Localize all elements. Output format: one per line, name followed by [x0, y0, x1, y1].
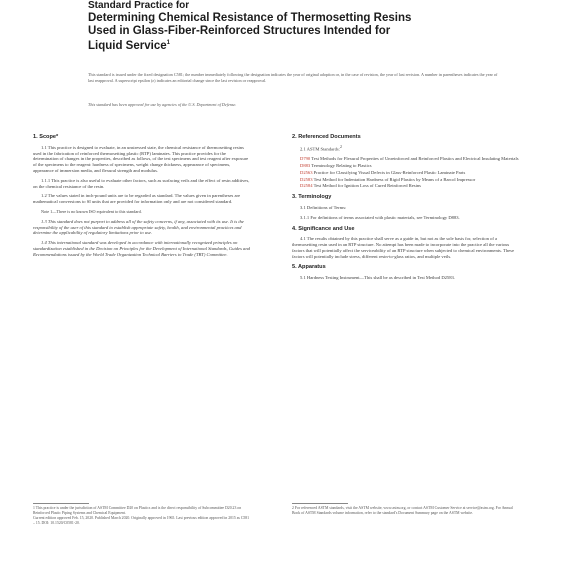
astm-standards-footnote-mark: 2 [339, 144, 342, 149]
referenced-documents-heading: 2. Referenced Documents [292, 134, 361, 140]
paragraph-1-1-1: 1.1.1 This practice is also useful to evaluate other factors, such as surfacing veils and the effect of resin additives, on the chemical resistance of the resin. [33, 177, 250, 189]
reference-item [292, 156, 520, 162]
document-title [88, 0, 528, 52]
reference-title: Test Method for Indentation Hardness of Rigid Plastics by Means of a Barcol Impressor [313, 176, 476, 182]
footnote-divider-right [292, 503, 348, 504]
title-line-1: Standard Practice for [88, 0, 190, 11]
title-line-3: Used in Glass-Fiber-Reinforced Structures Intended for [88, 24, 391, 37]
paragraph-3-1-1: 3.1.1 For definitions of terms associated with plastic materials, see Terminology D883. [300, 214, 460, 220]
reference-item [292, 163, 520, 169]
reference-code-link[interactable]: D2563 [300, 169, 313, 175]
reference-item [292, 183, 520, 189]
paragraph-3-1: 3.1 Definitions of Terms: [300, 204, 347, 210]
title-line-4 [88, 37, 528, 52]
reference-code-link[interactable]: D883 [300, 162, 311, 168]
reference-code-link[interactable]: D2584 [300, 183, 313, 189]
paragraph-1-3: 1.3 This standard does not purport to address all of the safety concerns, if any, associated with its use. It is the responsibility of the user of this standard to establish appropriate safety, health, and environmental practices and determine the applicability of regulatory limitations prior to use. [33, 218, 244, 236]
scope-heading: 1. Scope* [33, 134, 59, 140]
left-column [33, 132, 251, 262]
title-line-4-text: Liquid Service [88, 39, 167, 52]
paragraph-5-1: 5.1 Hardness Testing Instrument—This shall be as described in Test Method D2583. [300, 275, 455, 281]
reference-item [292, 170, 520, 176]
astm-standards-intro-text: 2.1 ASTM Standards: [300, 146, 340, 152]
note-1: Note 1—There is no known ISO equivalent to this standard. [41, 208, 142, 214]
right-footnotes [292, 506, 520, 516]
footnote-2: 2 For referenced ASTM standards, visit the ASTM website, www.astm.org, or contact ASTM Customer Service at service@astm.org. For Annual Book of ASTM Standards volume information, refer to the standard's Document Summary page on the ASTM website. [292, 506, 513, 515]
reference-title: Test Methods for Flexural Properties of Unreinforced and Reinforced Plastics and Electrical Insulating Materials [311, 156, 519, 162]
designation-notice: This standard is issued under the fixed designation C581; the number immediately following the designation indicates the year of original adoption or, in the case of revision, the year of last revision. A number in parentheses indicates the year of last reapproval. A superscript epsilon (ε) indicates an editorial change since the last revision or reapproval. [88, 72, 498, 83]
right-column [292, 132, 520, 285]
reference-item [292, 177, 520, 183]
reference-code-link[interactable]: D790 [300, 156, 311, 162]
paragraph-1-4: 1.4 This international standard was developed in accordance with internationally recognized principles on standardization established in the Decision on Principles for the Development of International Standards, Guides and Recommendations issued by the World Trade Organization Technical Barriers to Trade (TBT) Committee. [33, 240, 250, 257]
left-footnotes [33, 506, 251, 526]
reference-code-link[interactable]: D2583 [300, 176, 313, 182]
reference-title: Test Method for Ignition Loss of Cured Reinforced Resins [313, 183, 421, 189]
footnote-1-edition: Current edition approved Feb. 15, 2020. Published March 2020. Originally approved in 1965. Last previous edition approved in 2015 as C581 – 15. DOI: 10.1520/C0581-20. [33, 516, 250, 525]
footnote-1: 1 This practice is under the jurisdiction of ASTM Committee D20 on Plastics and is the direct responsibility of Subcommittee D20.23 on Reinforced Plastic Piping Systems and Chemical Equipment. [33, 506, 242, 515]
title-line-2: Determining Chemical Resistance of Thermosetting Resins [88, 12, 412, 24]
footnote-divider-left [33, 503, 89, 504]
reference-list [292, 156, 520, 189]
paragraph-1-2: 1.2 The values stated in inch-pound units are to be regarded as standard. The values given in parentheses are mathematical conversions to SI units that are provided for information only and are not considered standard. [33, 193, 241, 205]
reference-title: Practice for Classifying Visual Defects in Glass-Reinforced Plastic Laminate Parts [313, 169, 466, 175]
terminology-heading: 3. Terminology [292, 194, 332, 201]
paragraph-1-1: 1.1 This practice is designed to evaluate, in an unstressed state, the chemical resistance of thermosetting resins used in the fabrication of reinforced thermosetting plastic (RTP) laminates. This practice provides for the determination of changes in the properties, described as follows, of the test specimens and test reagent after exposure of the specimens to the reagent: hardness of specimens, weight change thickness, appearance of specimens, appearance of immersion media, and flexural strength and modulus. [33, 144, 249, 173]
paragraph-4-1: 4.1 The results obtained by this practice shall serve as a guide in, but not as the sole basis for, selection of a thermosetting resin used in an RTP structure. No attempt has been made to incorporate into the practice all the various factors that will potentially affect the serviceability of an RTP structure when subjected to chemical environments. These factors will potentially include stress, different resin-to-glass ratios, and multiple veils. [292, 236, 514, 259]
astm-standards-intro [292, 145, 520, 152]
title-footnote-mark: 1 [166, 40, 170, 46]
dod-approval-notice: This standard has been approved for use by agencies of the U.S. Department of Defense. [88, 102, 237, 107]
reference-title: Terminology Relating to Plastics [311, 162, 372, 168]
apparatus-heading: 5. Apparatus [292, 264, 326, 271]
significance-heading: 4. Significance and Use [292, 225, 355, 232]
